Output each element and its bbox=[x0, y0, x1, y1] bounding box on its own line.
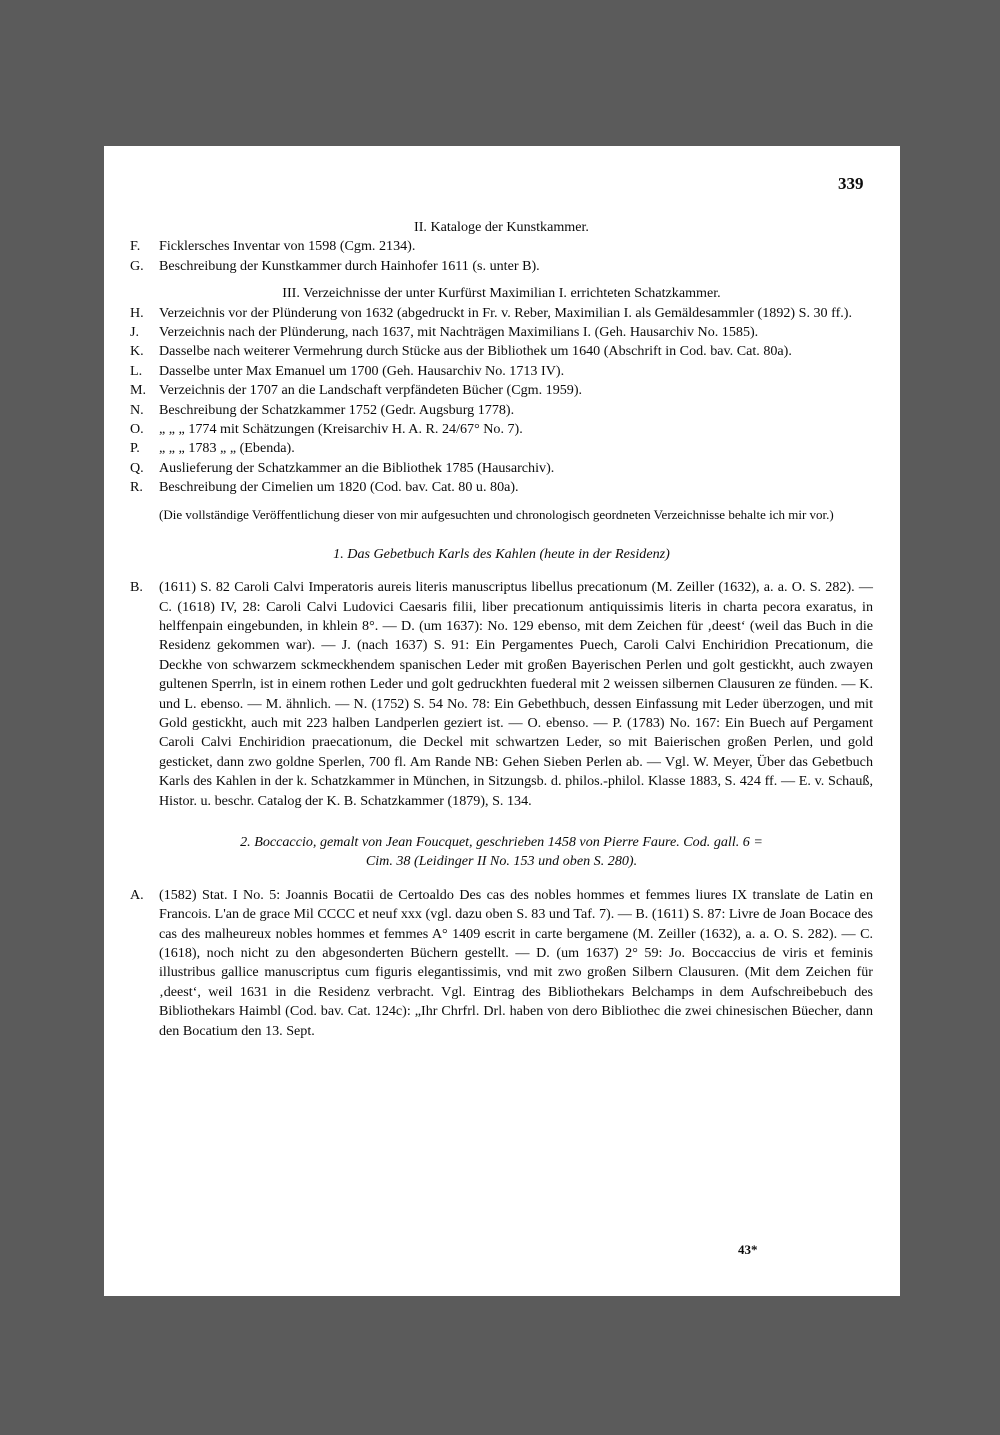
list-item: L. Dasselbe unter Max Emanuel um 1700 (Geh. Hausarchiv No. 1713 IV). bbox=[130, 362, 565, 379]
list-item: J. Verzeichnis nach der Plünderung, nach 1637, mit Nachträgen Maximilians I. (Geh. Hausarchiv No. 1585). bbox=[130, 324, 759, 341]
item-2-heading-line1: 2. Boccaccio, gemalt von Jean Foucquet, geschrieben 1458 von Pierre Faure. Cod. gall. 6 = bbox=[240, 833, 763, 850]
list-item: H. Verzeichnis vor der Plünderung von 1632 (abgedruckt in Fr. v. Reber, Maximilian I. als Gemäldesammler (1892) S. 30 ff.). bbox=[130, 304, 853, 321]
item-2-paragraph: A. (1582) Stat. I No. 5: Joannis Bocatii de Certoaldo Des cas des nobles hommes et femmes liures IX translate de Latin en Francois. L'an de grace Mil CCCC et neuf xxx (vgl. dazu oben S. 83 und Taf. 7). — B. (1611) S. 87: Livre de Joan Bocace des cas des malheureux nobles hommes et femmes A° 1409 escrit in carte bergamene (M. Zeiller (1632), a. a. O. S. 282). — C. (1618), noch nicht zu den abgesonderten Büchern gestellt. — D. (um 1637) 2° 59: Jo. Boccaccius de viris et feminis illustribus gallice manuscriptus cum figuris elegantissimis, vnd mit zwo großen Silbern Clausuren. (Mit dem Zeichen für ‚deest‘, weil 1631 in die Residenz verbracht. Vgl. Eintrag des Bibliothekars Belchamps in dem Aufschreibebuch des Bibliothekars Haimbl (Cod. bav. Cat. 124c): „Ihr Chrfrl. Drl. haben von dero Bibliothec die zwei chinesischen Büecher, dann den Bocatium den 13. Sept. bbox=[130, 886, 873, 1039]
list-item: O. „ „ „ 1774 mit Schätzungen (Kreisarchiv H. A. R. 24/67° No. 7). bbox=[130, 421, 523, 438]
list-item: Q. Auslieferung der Schatzkammer an die Bibliothek 1785 (Hausarchiv). bbox=[130, 459, 555, 476]
section-iii-heading: III. Verzeichnisse der unter Kurfürst Maximilian I. errichteten Schatzkammer. bbox=[282, 285, 721, 302]
page-content bbox=[130, 218, 873, 1041]
list-item: P. „ „ „ 1783 „ „ (Ebenda). bbox=[130, 440, 295, 457]
section-iii-list bbox=[130, 304, 873, 498]
list-item: N. Beschreibung der Schatzkammer 1752 (Gedr. Augsburg 1778). bbox=[130, 401, 515, 418]
list-item: G. Beschreibung der Kunstkammer durch Hainhofer 1611 (s. unter B). bbox=[130, 257, 540, 274]
document-page bbox=[104, 146, 900, 1296]
list-item: M. Verzeichnis der 1707 an die Landschaft verpfändeten Bücher (Cgm. 1959). bbox=[130, 382, 583, 399]
item-1-paragraph: B. (1611) S. 82 Caroli Calvi Imperatoris aureis literis manuscriptus libellus precationum (M. Zeiller (1632), a. a. O. S. 282). — C. (1618) IV, 28: Caroli Calvi Ludovici Caesaris filii, liber precationum antiquissimis literis in charta pecora exaratus, in helffenpain eingebunden, in khlein 8°. — D. (um 1637): No. 129 ebenso, mit dem Zeichen für ‚deest‘ (weil das Buch in die Residenz gekommen war). — J. (nach 1637) S. 91: Ein Pergamentes Puech, Caroli Calvi Enchiridion Precationum, die Deckhe von schwarzem sckmeckhendem spanischen Leder mit großen Bayerischen Perlen und golt gestickht, auch zwayen gultenen Sperrln, ist in einem rothen Leder und golt gedruckhten fuederal mit 2 weissen silbernen Clausuren ze fünden. — K. und L. ebenso. — M. ähnlich. — N. (1752) S. 54 No. 78: Ein Gebethbuch, dessen Einfassung mit Leder überzogen, und mit Gold gestickht, auch mit 223 halben Landperlen geziert ist. — O. ebenso. — P. (1783) No. 167: Ein Buech auf Pergament Caroli Calvi Enchiridion praecationum, die Deckel mit schwartzen Leder, so mit Baierischen großen Perlen, und gold gesticket, dann zwo goldne Sperlen, 700 fl. Am Rande NB: Gehen Sieben Perlen ab. — Vgl. W. Meyer, Über das Gebetbuch Karls des Kahlen in der k. Schatzkammer in München, in Sitzungsb. d. philos.-philol. Klasse 1883, S. 424 ff. — E. v. Schauß, Histor. u. beschr. Catalog der K. B. Schatzkammer (1879), S. 134. bbox=[130, 579, 873, 809]
item-1-heading: 1. Das Gebetbuch Karls des Kahlen (heute in der Residenz) bbox=[333, 545, 670, 562]
section-ii-list bbox=[130, 237, 873, 276]
list-item: R. Beschreibung der Cimelien um 1820 (Cod. bav. Cat. 80 u. 80a). bbox=[130, 479, 519, 496]
list-item: F. Ficklersches Inventar von 1598 (Cgm. 2134). bbox=[130, 238, 416, 255]
page-number: 339 bbox=[838, 174, 864, 193]
footer-signature: 43* bbox=[738, 1242, 758, 1257]
item-2-heading-line2: Cim. 38 (Leidinger II No. 153 und oben S. 280). bbox=[365, 853, 638, 870]
section-ii-heading: II. Kataloge der Kunstkammer. bbox=[414, 219, 589, 235]
list-item: K. Dasselbe nach weiterer Vermehrung durch Stücke aus der Bibliothek um 1640 (Abschrift in Cod. bav. Cat. 80a). bbox=[130, 343, 792, 360]
footnote: (Die vollständige Veröffentlichung dieser von mir aufgesuchten und chronologisch geordneten Verzeichnisse behalte ich mir vor.) bbox=[159, 506, 834, 522]
